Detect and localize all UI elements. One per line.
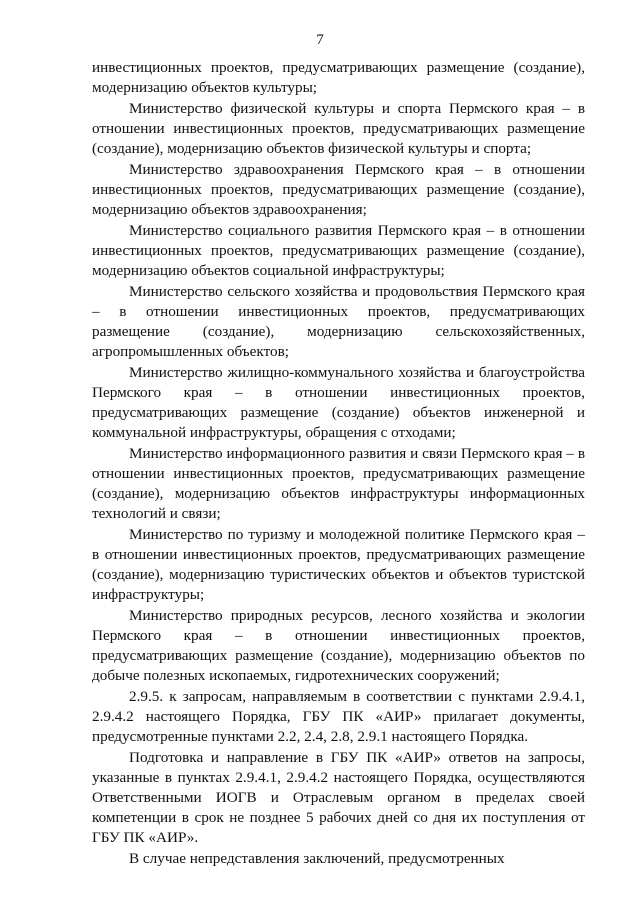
paragraph-11: Подготовка и направление в ГБУ ПК «АИР» ответов на запросы, указанные в пунктах 2.9.4.1, 2.9.4.2 настоящего Порядка, осуществляются Ответственными ИОГВ и Отраслевым органом в пределах своей компетенции в срок не позднее 5 рабочих дней со дня их поступления от ГБУ ПК «АИР». <box>92 749 585 846</box>
paragraph-2: Министерство физической культуры и спорта Пермского края – в отношении инвестиционных проектов, предусматривающих размещение (создание), модернизацию объектов физической культуры и спорта; <box>92 100 585 157</box>
page-number: 7 <box>316 32 324 48</box>
paragraph-5: Министерство сельского хозяйства и продовольствия Пермского края – в отношении инвестиционных проектов, предусматривающих размещение (создание), модернизацию сельскохозяйственных, агропромышленных объектов; <box>92 283 585 360</box>
paragraph-1: инвестиционных проектов, предусматривающих размещение (создание), модернизацию объектов культуры; <box>92 59 585 96</box>
paragraph-9: Министерство природных ресурсов, лесного хозяйства и экологии Пермского края – в отношении инвестиционных проектов, предусматривающих размещение (создание), модернизацию объектов по добыче полезных ископаемых, гидротехнических сооружений; <box>92 607 585 684</box>
paragraph-12: В случае непредставления заключений, предусмотренных <box>129 850 505 867</box>
paragraph-6: Министерство жилищно-коммунального хозяйства и благоустройства Пермского края – в отношении инвестиционных проектов, предусматривающих размещение (создание) объектов инженерной и коммунальной инфраструктуры, обращения с отходами; <box>92 364 585 441</box>
paragraph-4: Министерство социального развития Пермского края – в отношении инвестиционных проектов, предусматривающих размещение (создание), модернизацию объектов социальной инфраструктуры; <box>92 222 585 279</box>
paragraph-8: Министерство по туризму и молодежной политике Пермского края – в отношении инвестиционных проектов, предусматривающих размещение (создание), модернизацию туристических объектов и объектов туристской инфраструктуры; <box>92 526 585 603</box>
paragraph-3: Министерство здравоохранения Пермского края – в отношении инвестиционных проектов, предусматривающих размещение (создание), модернизацию объектов здравоохранения; <box>92 161 585 218</box>
document-body <box>92 58 585 870</box>
paragraph-7: Министерство информационного развития и связи Пермского края – в отношении инвестиционных проектов, предусматривающих размещение (создание), модернизацию объектов инфраструктуры информационных технологий и связи; <box>92 445 585 522</box>
paragraph-10: 2.9.5. к запросам, направляемым в соответствии с пунктами 2.9.4.1, 2.9.4.2 настоящего Порядка, ГБУ ПК «АИР» прилагает документы, предусмотренные пунктами 2.2, 2.4, 2.8, 2.9.1 настоящего Порядка. <box>92 688 585 745</box>
